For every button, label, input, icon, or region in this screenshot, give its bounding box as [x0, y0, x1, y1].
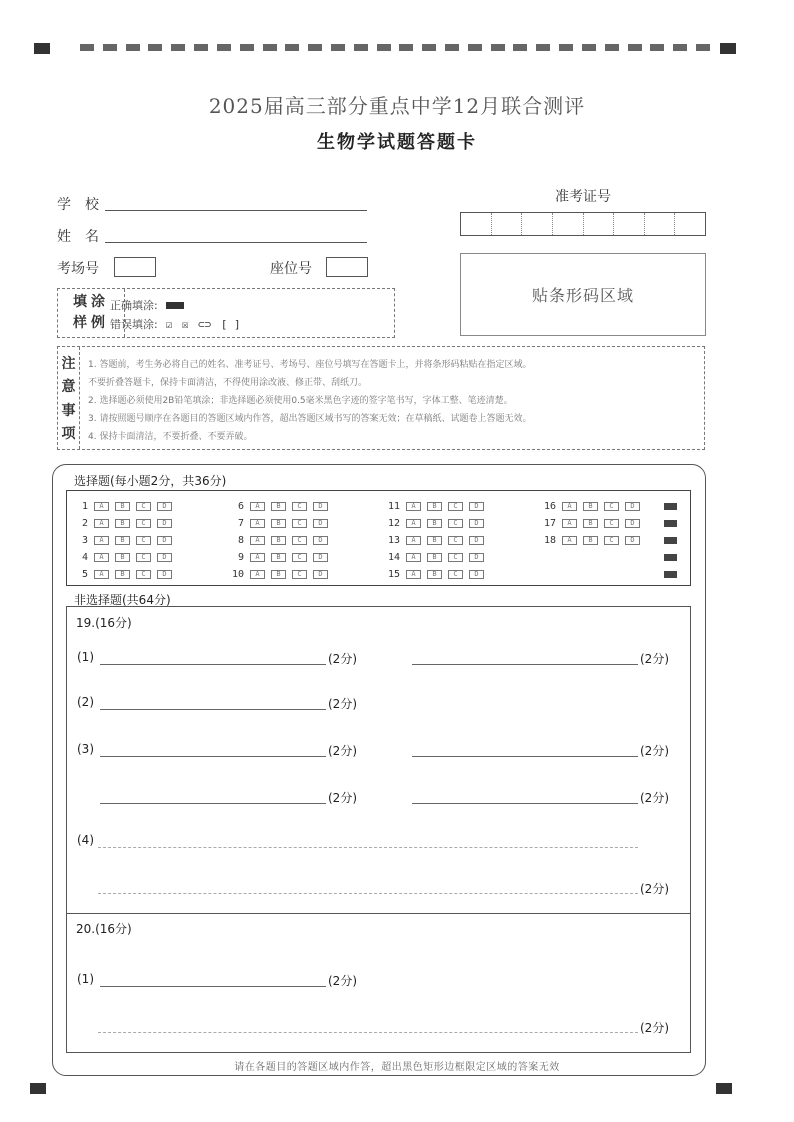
notice-line: 4. 保持卡面清洁，不要折叠、不要弄破。 — [88, 432, 253, 442]
mc-question-number: 1 — [81, 501, 88, 512]
q19-part1-label: (1) — [77, 650, 94, 664]
q19-part3-answer-a[interactable] — [100, 756, 326, 757]
q19-part3-answer-d[interactable] — [412, 803, 638, 804]
mc-option-bubble[interactable]: D — [157, 502, 172, 511]
mc-option-bubble[interactable]: D — [469, 570, 484, 579]
mc-question-5 — [72, 566, 178, 583]
footer-note: 请在各题目的答题区域内作答，超出黑色矩形边框限定区域的答案无效 — [234, 1062, 560, 1073]
q20-part1-score-a: (2分) — [328, 974, 357, 988]
mc-question-4 — [72, 549, 178, 566]
q19-part3-label: (3) — [77, 742, 94, 756]
mc-row-mark — [664, 520, 677, 527]
mc-question-number: 8 — [237, 535, 244, 546]
mc-option-bubble[interactable]: B — [583, 502, 598, 511]
q20-part1-answer-a[interactable] — [100, 986, 326, 987]
mc-question-16 — [540, 498, 646, 515]
q19-part4-label: (4) — [77, 833, 94, 847]
mc-question-number: 7 — [237, 518, 244, 529]
mc-column — [384, 498, 490, 583]
mc-option-bubble[interactable]: A — [94, 553, 109, 562]
exam-title: 2025届高三部分重点中学12月联合测评 — [208, 94, 586, 118]
q20-part1-answer-b[interactable] — [98, 1032, 638, 1033]
mc-option-bubble[interactable]: C — [292, 536, 307, 545]
mc-question-number: 3 — [81, 535, 88, 546]
mc-question-number: 17 — [543, 518, 556, 529]
mc-option-bubble[interactable]: B — [115, 570, 130, 579]
mc-option-bubble[interactable]: A — [250, 536, 265, 545]
correct-fill-mark — [166, 302, 184, 309]
non-mc-section-title: 非选择题(共64分) — [74, 593, 171, 607]
mc-option-bubble[interactable]: B — [427, 536, 442, 545]
mc-question-11 — [384, 498, 490, 515]
mc-question-number: 18 — [543, 535, 556, 546]
mc-option-bubble[interactable]: A — [406, 536, 421, 545]
mc-question-number: 11 — [387, 501, 400, 512]
mc-option-bubble[interactable]: B — [271, 570, 286, 579]
mc-option-bubble[interactable]: A — [406, 502, 421, 511]
mc-option-bubble[interactable]: A — [94, 502, 109, 511]
mc-option-bubble[interactable]: C — [448, 570, 463, 579]
mc-option-bubble[interactable]: B — [427, 570, 442, 579]
q19-part3-score-d: (2分) — [640, 791, 669, 805]
mc-option-bubble[interactable]: B — [583, 536, 598, 545]
corner-mark-top-left — [34, 43, 50, 54]
mc-question-6 — [228, 498, 334, 515]
mc-option-bubble[interactable]: C — [136, 519, 151, 528]
q20-title: 20.(16分) — [76, 922, 132, 936]
mc-row-mark — [664, 571, 677, 578]
mc-option-bubble[interactable]: A — [250, 570, 265, 579]
mc-option-bubble[interactable]: D — [625, 519, 640, 528]
mc-question-18 — [540, 532, 646, 549]
q19-part1-score-b: (2分) — [640, 652, 669, 666]
mc-option-bubble[interactable]: C — [292, 502, 307, 511]
mc-option-bubble[interactable]: D — [625, 502, 640, 511]
mc-option-bubble[interactable]: A — [94, 536, 109, 545]
mc-option-bubble[interactable]: B — [115, 502, 130, 511]
notice-box — [57, 346, 705, 450]
mc-option-bubble[interactable]: A — [406, 519, 421, 528]
school-field[interactable] — [105, 210, 367, 211]
mc-question-number: 5 — [81, 569, 88, 580]
correct-fill-row — [110, 297, 184, 313]
mc-option-bubble[interactable]: A — [94, 570, 109, 579]
mc-option-bubble[interactable]: C — [448, 536, 463, 545]
q19-part2-score: (2分) — [328, 697, 357, 711]
admission-number-label: 准考证号 — [555, 189, 611, 205]
mc-question-number: 13 — [387, 535, 400, 546]
q20-part1-score-b: (2分) — [640, 1021, 669, 1035]
mc-option-bubble[interactable]: C — [448, 519, 463, 528]
mc-question-7 — [228, 515, 334, 532]
mc-option-bubble[interactable]: B — [271, 519, 286, 528]
mc-option-bubble[interactable]: C — [136, 536, 151, 545]
mc-row-mark — [664, 554, 677, 561]
mc-option-bubble[interactable]: D — [313, 519, 328, 528]
fill-example-title: 填涂 样例 — [58, 289, 125, 337]
name-field[interactable] — [105, 242, 367, 243]
barcode-label: 贴条形码区域 — [531, 286, 634, 305]
mc-section-title: 选择题(每小题2分，共36分) — [74, 474, 227, 488]
q19-part3-score-b: (2分) — [640, 744, 669, 758]
mc-option-bubble[interactable]: B — [115, 553, 130, 562]
mc-option-bubble[interactable]: B — [115, 519, 130, 528]
mc-option-bubble[interactable]: D — [469, 502, 484, 511]
mc-question-14 — [384, 549, 490, 566]
mc-option-bubble[interactable]: B — [583, 519, 598, 528]
mc-question-12 — [384, 515, 490, 532]
mc-option-bubble[interactable]: A — [250, 519, 265, 528]
mc-option-bubble[interactable]: A — [250, 502, 265, 511]
mc-option-bubble[interactable]: C — [136, 502, 151, 511]
q19-part2-label: (2) — [77, 695, 94, 709]
mc-option-bubble[interactable]: D — [313, 502, 328, 511]
mc-option-bubble[interactable]: D — [157, 553, 172, 562]
card-subtitle: 生物学试题答题卡 — [317, 132, 477, 153]
room-field[interactable] — [114, 257, 156, 277]
notice-line: 2. 选择题必须使用2B铅笔填涂；非选择题必须使用0.5毫米黑色字迹的签字笔书写，字体工整、笔迹清楚。 — [88, 396, 513, 406]
mc-question-number: 15 — [387, 569, 400, 580]
mc-question-10 — [228, 566, 334, 583]
mc-row-mark — [664, 537, 677, 544]
mc-question-number: 9 — [237, 552, 244, 563]
mc-option-bubble[interactable]: C — [292, 519, 307, 528]
q19-part1-answer-b[interactable] — [412, 664, 638, 665]
mc-question-number: 16 — [543, 501, 556, 512]
mc-option-bubble[interactable]: C — [292, 553, 307, 562]
mc-option-bubble[interactable]: A — [406, 570, 421, 579]
mc-column — [228, 498, 334, 583]
mc-question-9 — [228, 549, 334, 566]
mc-question-number: 6 — [237, 501, 244, 512]
mc-option-bubble[interactable]: A — [250, 553, 265, 562]
mc-option-bubble[interactable]: A — [406, 553, 421, 562]
wrong-fill-row — [110, 316, 247, 332]
mc-option-bubble[interactable]: A — [94, 519, 109, 528]
mc-question-17 — [540, 515, 646, 532]
mc-option-bubble[interactable]: D — [469, 519, 484, 528]
mc-question-number: 10 — [231, 569, 244, 580]
notice-line: 不要折叠答题卡，保持卡面清洁，不得使用涂改液、修正带、刮纸刀。 — [88, 378, 368, 388]
mc-question-1 — [72, 498, 178, 515]
mc-option-bubble[interactable]: D — [625, 536, 640, 545]
wrong-mark-oval: ⊂⊃ — [197, 317, 212, 331]
q19-part1-score-a: (2分) — [328, 652, 357, 666]
room-label: 考场号 — [57, 261, 99, 277]
admission-number-grid[interactable] — [460, 212, 706, 236]
mc-option-bubble[interactable]: C — [604, 536, 619, 545]
mc-option-bubble[interactable]: C — [604, 502, 619, 511]
q19-part3-answer-b[interactable] — [412, 756, 638, 757]
mc-option-bubble[interactable]: C — [604, 519, 619, 528]
correct-fill-label: 正确填涂: — [110, 299, 158, 312]
mc-option-bubble[interactable]: D — [469, 536, 484, 545]
mc-question-13 — [384, 532, 490, 549]
name-label: 姓 名 — [57, 229, 99, 245]
q19-part4-score: (2分) — [640, 882, 669, 896]
q19-box — [66, 606, 691, 914]
mc-option-bubble[interactable]: D — [469, 553, 484, 562]
notice-line: 3. 请按照题号顺序在各题目的答题区域内作答，超出答题区域书写的答案无效；在草稿纸、试题卷上答题无效。 — [88, 414, 532, 424]
mc-option-bubble[interactable]: D — [313, 570, 328, 579]
q19-part2-answer[interactable] — [100, 709, 326, 710]
mc-question-number: 14 — [387, 552, 400, 563]
mc-option-bubble[interactable]: A — [562, 519, 577, 528]
q19-title: 19.(16分) — [76, 616, 132, 630]
q19-part3-answer-c[interactable] — [100, 803, 326, 804]
mc-option-bubble[interactable]: D — [313, 536, 328, 545]
mc-option-bubble[interactable]: C — [448, 502, 463, 511]
mc-question-2 — [72, 515, 178, 532]
mc-option-bubble[interactable]: D — [157, 536, 172, 545]
seat-field[interactable] — [326, 257, 368, 277]
mc-question-15 — [384, 566, 490, 583]
barcode-area — [460, 253, 706, 336]
mc-option-bubble[interactable]: D — [313, 553, 328, 562]
q19-part1-answer-a[interactable] — [100, 664, 326, 665]
mc-option-bubble[interactable]: B — [427, 553, 442, 562]
mc-question-8 — [228, 532, 334, 549]
mc-option-bubble[interactable]: D — [157, 519, 172, 528]
wrong-mark-check: ☑ — [165, 317, 173, 331]
mc-option-bubble[interactable]: C — [448, 553, 463, 562]
seat-label: 座位号 — [270, 261, 312, 277]
mc-option-bubble[interactable]: B — [271, 553, 286, 562]
q19-part4-answer-line1[interactable] — [98, 847, 638, 848]
school-label: 学 校 — [57, 197, 99, 213]
mc-question-number: 2 — [81, 518, 88, 529]
mc-option-bubble[interactable]: B — [427, 519, 442, 528]
mc-column — [540, 498, 646, 549]
mc-option-bubble[interactable]: C — [136, 570, 151, 579]
mc-column — [72, 498, 178, 583]
q20-part1-label: (1) — [77, 972, 94, 986]
mc-option-bubble[interactable]: C — [292, 570, 307, 579]
mc-option-bubble[interactable]: B — [271, 502, 286, 511]
q19-part4-answer-line2[interactable] — [98, 893, 638, 894]
corner-mark-bottom-right — [716, 1083, 732, 1094]
corner-mark-bottom-left — [30, 1083, 46, 1094]
q19-part3-score-a: (2分) — [328, 744, 357, 758]
notice-title: 注 意 事 项 — [58, 347, 80, 449]
wrong-mark-bracket: [ ] — [220, 317, 241, 331]
corner-mark-top-right — [720, 43, 736, 54]
q19-part3-score-c: (2分) — [328, 791, 357, 805]
mc-option-bubble[interactable]: A — [562, 502, 577, 511]
mc-question-number: 12 — [387, 518, 400, 529]
mc-option-bubble[interactable]: B — [115, 536, 130, 545]
notice-line: 1. 答题前，考生务必将自己的姓名、准考证号、考场号、座位号填写在答题卡上，并将条形码粘贴在指定区域。 — [88, 360, 532, 370]
mc-option-bubble[interactable]: D — [157, 570, 172, 579]
wrong-mark-cross: ☒ — [181, 317, 189, 331]
mc-option-bubble[interactable]: B — [427, 502, 442, 511]
mc-option-bubble[interactable]: B — [271, 536, 286, 545]
mc-option-bubble[interactable]: C — [136, 553, 151, 562]
wrong-fill-label: 错误填涂: — [110, 318, 158, 331]
mc-question-3 — [72, 532, 178, 549]
mc-question-number: 4 — [81, 552, 88, 563]
timing-marks — [80, 44, 710, 54]
mc-row-mark — [664, 503, 677, 510]
mc-option-bubble[interactable]: A — [562, 536, 577, 545]
